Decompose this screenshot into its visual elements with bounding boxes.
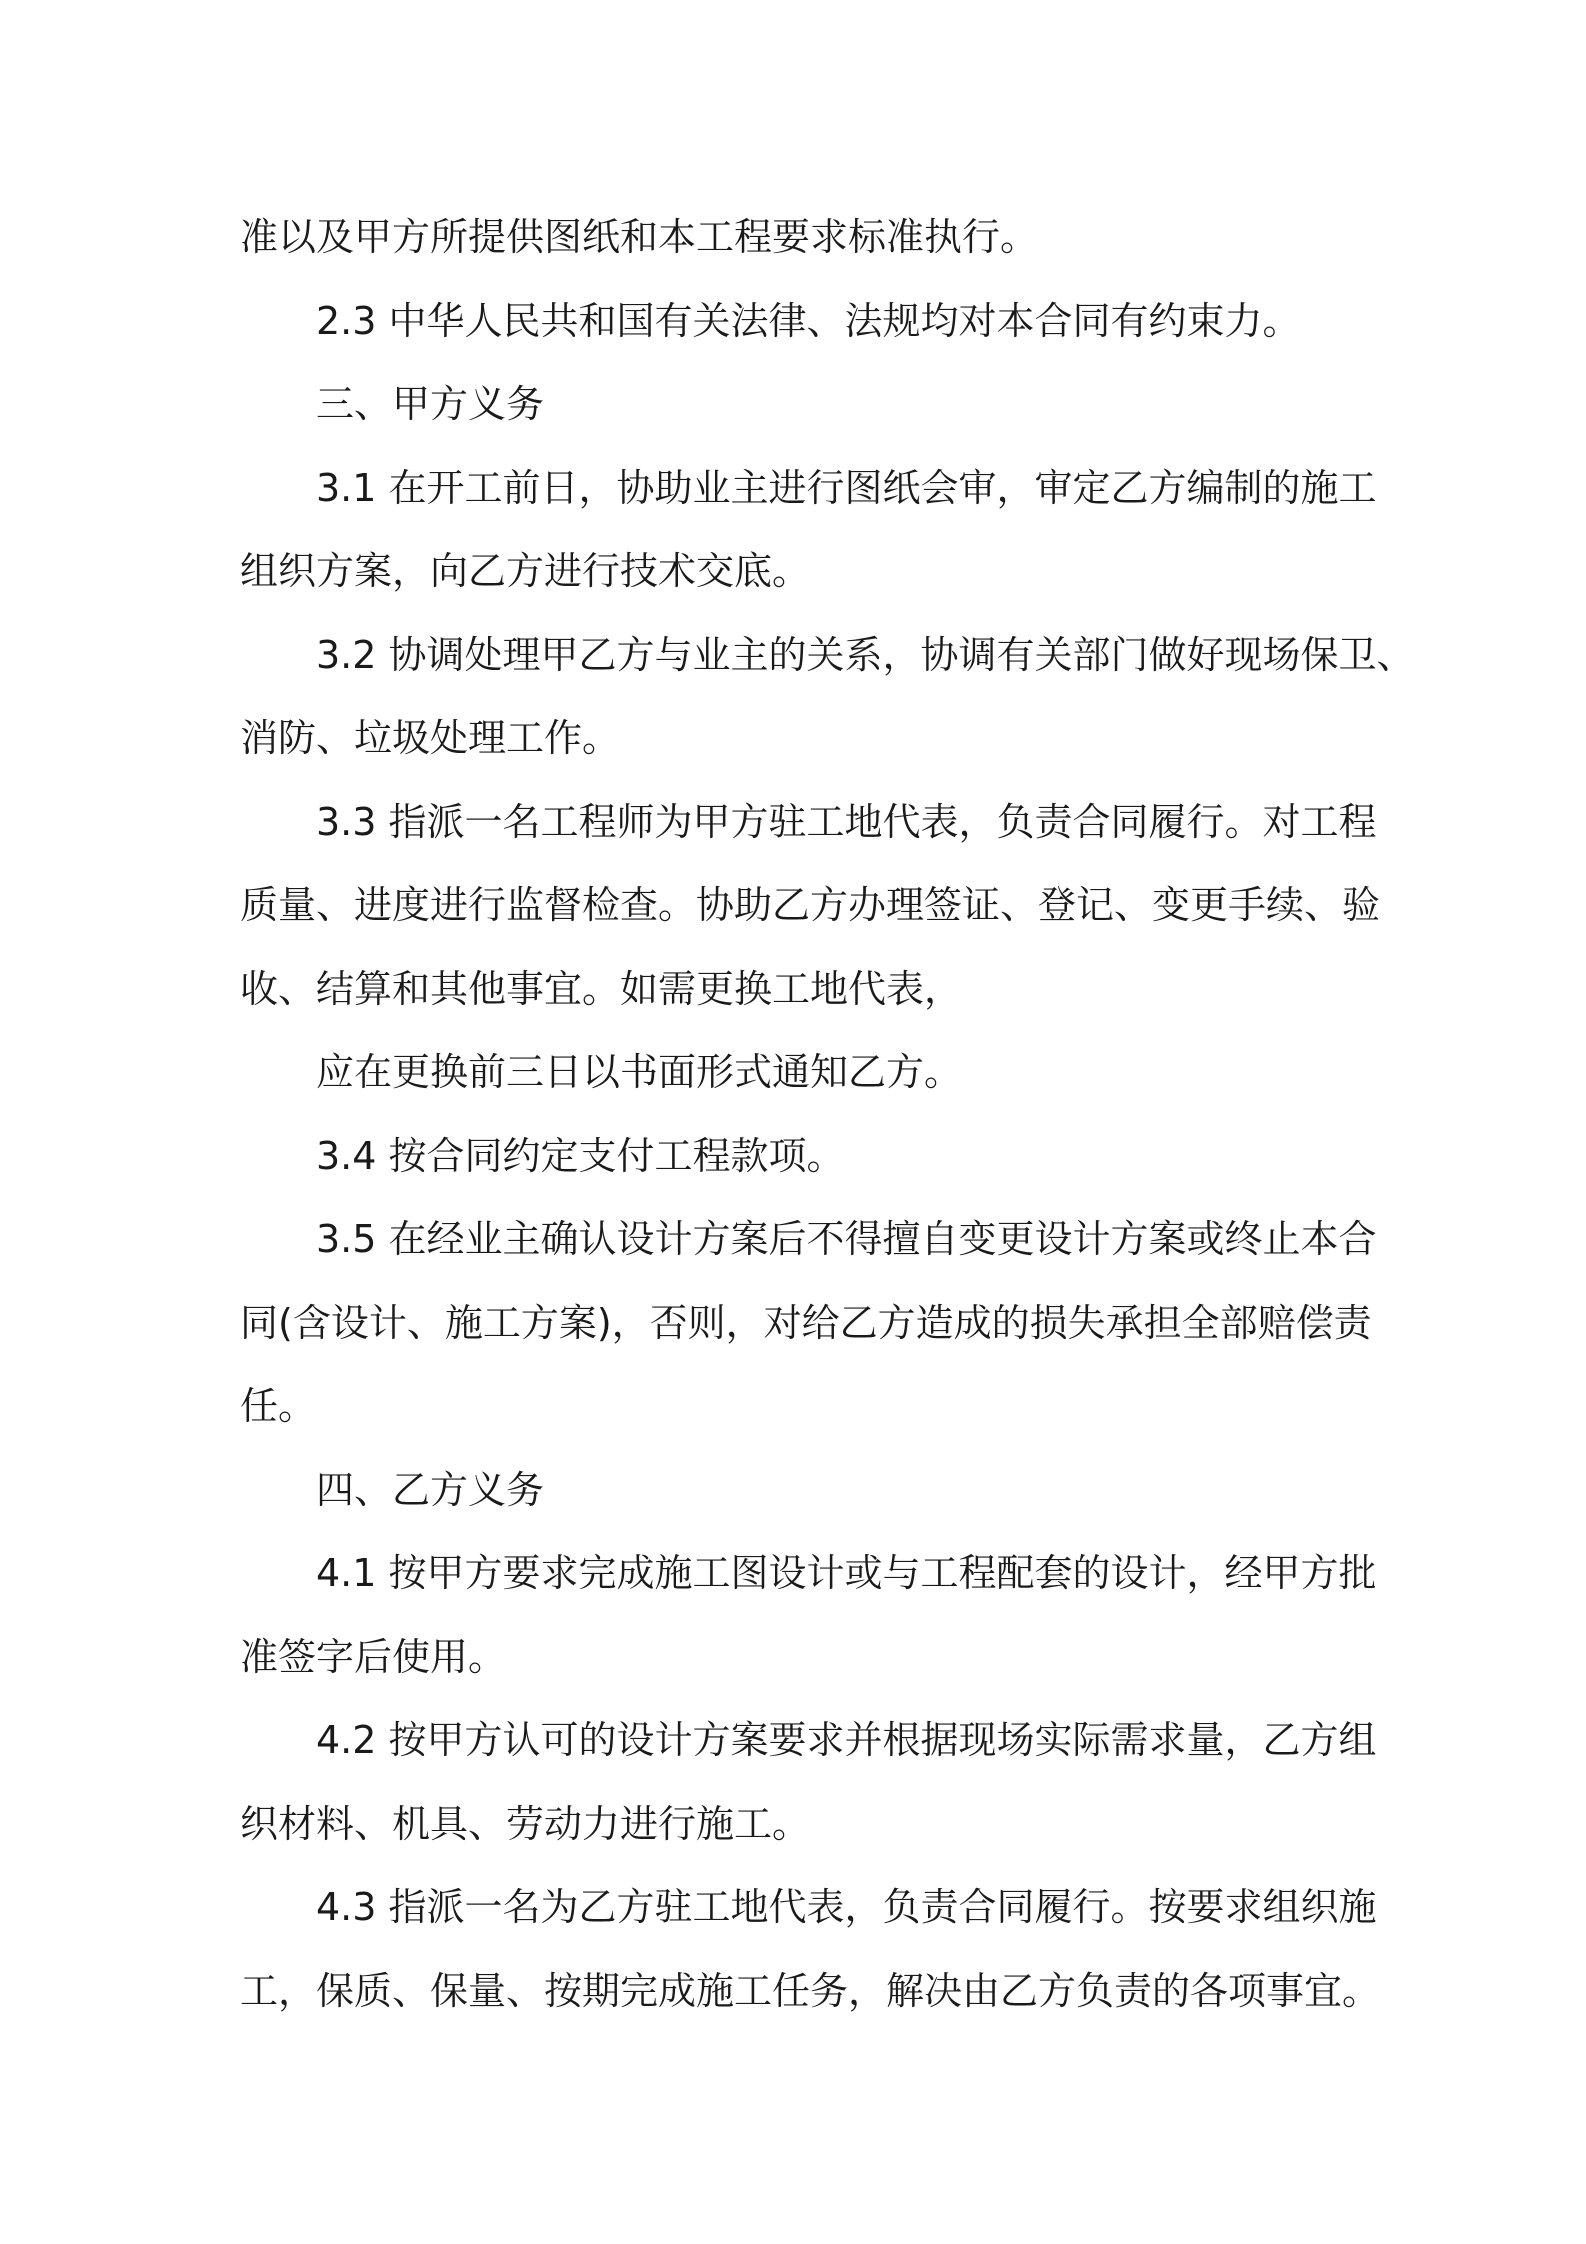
- clause-3-4: 3.4 按合同约定支付工程款项。: [316, 1133, 845, 1178]
- clause-3-5: 3.5 在经业主确认设计方案后不得擅自变更设计方案或终止本合: [316, 1217, 1377, 1261]
- section-heading-party-b-obligations: 四、乙方义务: [316, 1467, 545, 1512]
- paragraph-line: 质量、进度进行监督检查。协助乙方办理签证、登记、变更手续、验: [240, 883, 1381, 927]
- paragraph-line: 应在更换前三日以书面形式通知乙方。: [316, 1050, 963, 1094]
- paragraph-line: 准以及甲方所提供图纸和本工程要求标准执行。: [240, 215, 1039, 259]
- clause-3-3: 3.3 指派一名工程师为甲方驻工地代表，负责合同履行。对工程: [316, 799, 1377, 844]
- section-heading-party-a-obligations: 三、甲方义务: [316, 382, 545, 426]
- paragraph-line: 消防、垃圾处理工作。: [240, 716, 621, 760]
- paragraph-line: 同(含设计、施工方案)，否则，对给乙方造成的损失承担全部赔偿责: [240, 1300, 1372, 1345]
- paragraph-line: 任。: [240, 1384, 317, 1428]
- paragraph-line: 收、结算和其他事宜。如需更换工地代表，: [240, 966, 963, 1011]
- document-body: [240, 196, 1415, 2033]
- clause-3-2: 3.2 协调处理甲乙方与业主的关系，协调有关部门做好现场保卫、: [316, 632, 1415, 677]
- paragraph-line: 准签字后使用。: [240, 1634, 507, 1679]
- paragraph-line: 工，保质、保量、按期完成施工任务，解决由乙方负责的各项事宜。: [240, 1968, 1381, 2013]
- clause-3-1: 3.1 在开工前日，协助业主进行图纸会审，审定乙方编制的施工: [316, 465, 1377, 510]
- clause-4-1: 4.1 按甲方要求完成施工图设计或与工程配套的设计，经甲方批: [316, 1551, 1377, 1595]
- clause-4-2: 4.2 按甲方认可的设计方案要求并根据现场实际需求量，乙方组: [316, 1718, 1377, 1762]
- paragraph-line: 织材料、机具、劳动力进行施工。: [240, 1801, 811, 1846]
- paragraph-line: 组织方案，向乙方进行技术交底。: [240, 549, 811, 593]
- clause-2-3: 2.3 中华人民共和国有关法律、法规均对本合同有约束力。: [316, 298, 1301, 343]
- clause-4-3: 4.3 指派一名为乙方驻工地代表，负责合同履行。按要求组织施: [316, 1885, 1377, 1929]
